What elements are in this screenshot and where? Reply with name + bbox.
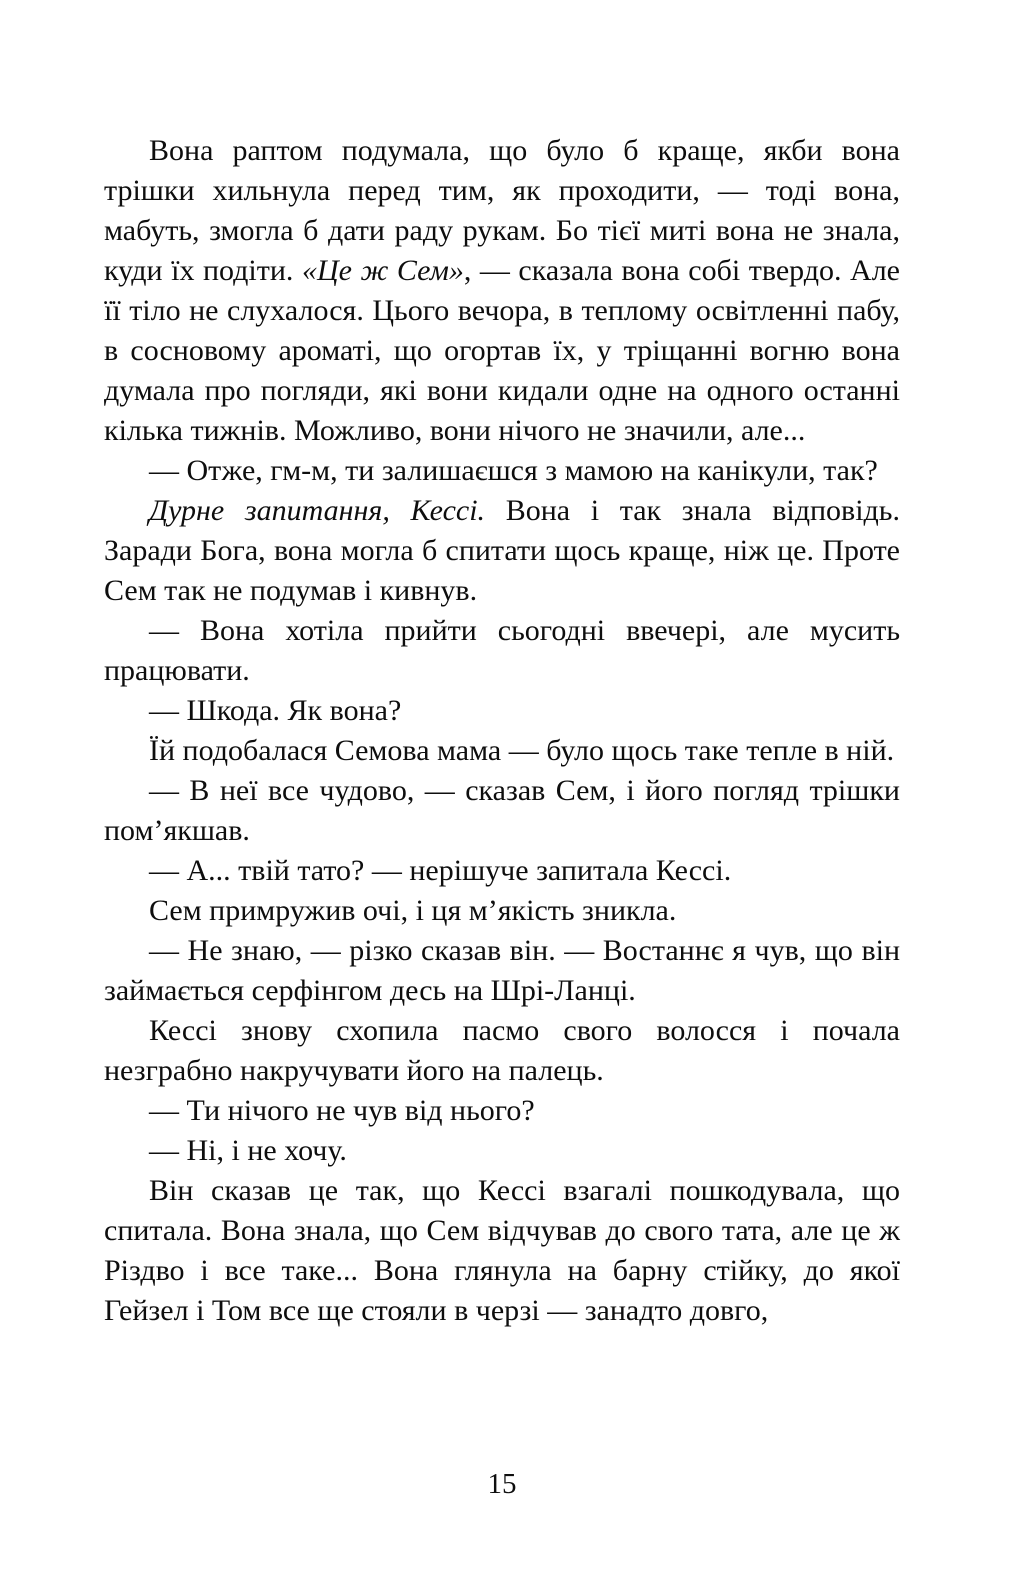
body-text: Кессі знову схопила пасмо свого волосся і почала незграбно накручувати його на палець. bbox=[104, 1014, 900, 1087]
body-text: Він сказав це так, що Кессі взагалі пошкодувала, що спитала. Вона знала, що Сем відчував до свого тата, але це ж Різдво і все таке... Вона глянула на барну стійку, до якої Гейзел і Том все ще стояли в черзі — занадто довго, bbox=[104, 1174, 900, 1327]
body-text: — А... твій тато? — нерішуче запитала Кессі. bbox=[149, 854, 732, 887]
italic-text: Дурне запитання, Кессі. bbox=[149, 494, 486, 527]
body-text: — Отже, гм-м, ти залишаєшся з мамою на канікули, так? bbox=[149, 454, 878, 487]
paragraph bbox=[104, 611, 900, 691]
paragraph bbox=[104, 1011, 900, 1091]
page-number: 15 bbox=[487, 1468, 517, 1500]
paragraph bbox=[104, 891, 900, 931]
body-text: , — сказала вона собі твердо. Але її тіло не слухалося. Цього вечора, в теплому освітленні пабу, в сосновому ароматі, що огортав їх, у тріщанні вогню вона думала про погляди, які вони кидали одне на одного останні кілька тижнів. Можливо, вони нічого не значили, але... bbox=[104, 254, 900, 447]
body-text: — В неї все чудово, — сказав Сем, і його погляд трішки пом’якшав. bbox=[104, 774, 900, 847]
paragraph bbox=[104, 731, 900, 771]
body-text: — Вона хотіла прийти сьогодні ввечері, але мусить працювати. bbox=[104, 614, 900, 687]
text-block bbox=[104, 131, 900, 1331]
body-text: Сем примружив очі, і ця м’якість зникла. bbox=[149, 894, 677, 927]
body-text: Вона раптом подумала, що було б краще, якби вона трішки хильнула перед тим, як проходити, — тоді вона, мабуть, змогла б дати раду рукам. Бо тієї миті вона не знала, куди їх подіти. bbox=[104, 134, 900, 287]
paragraph bbox=[104, 491, 900, 611]
paragraph bbox=[104, 931, 900, 1011]
paragraph bbox=[104, 1091, 900, 1131]
body-text: — Не знаю, — різко сказав він. — Востаннє я чув, що він займається серфінгом десь на Шрі-Ланці. bbox=[104, 934, 900, 1007]
paragraph bbox=[104, 131, 900, 451]
body-text: Вона і так знала відповідь. Заради Бога, вона могла б спитати щось краще, ніж це. Проте Сем так не подумав і кивнув. bbox=[104, 494, 900, 607]
paragraph bbox=[104, 1171, 900, 1331]
body-text: Їй подобалася Семова мама — було щось таке тепле в ній. bbox=[149, 734, 895, 767]
italic-text: «Це ж Сем» bbox=[301, 254, 464, 287]
body-text: — Шкода. Як вона? bbox=[149, 694, 402, 727]
paragraph bbox=[104, 691, 900, 731]
body-text: — Ти нічого не чув від нього? bbox=[149, 1094, 535, 1127]
body-text: — Ні, і не хочу. bbox=[149, 1134, 347, 1167]
paragraph bbox=[104, 851, 900, 891]
paragraph bbox=[104, 451, 900, 491]
paragraph bbox=[104, 771, 900, 851]
paragraph bbox=[104, 1131, 900, 1171]
